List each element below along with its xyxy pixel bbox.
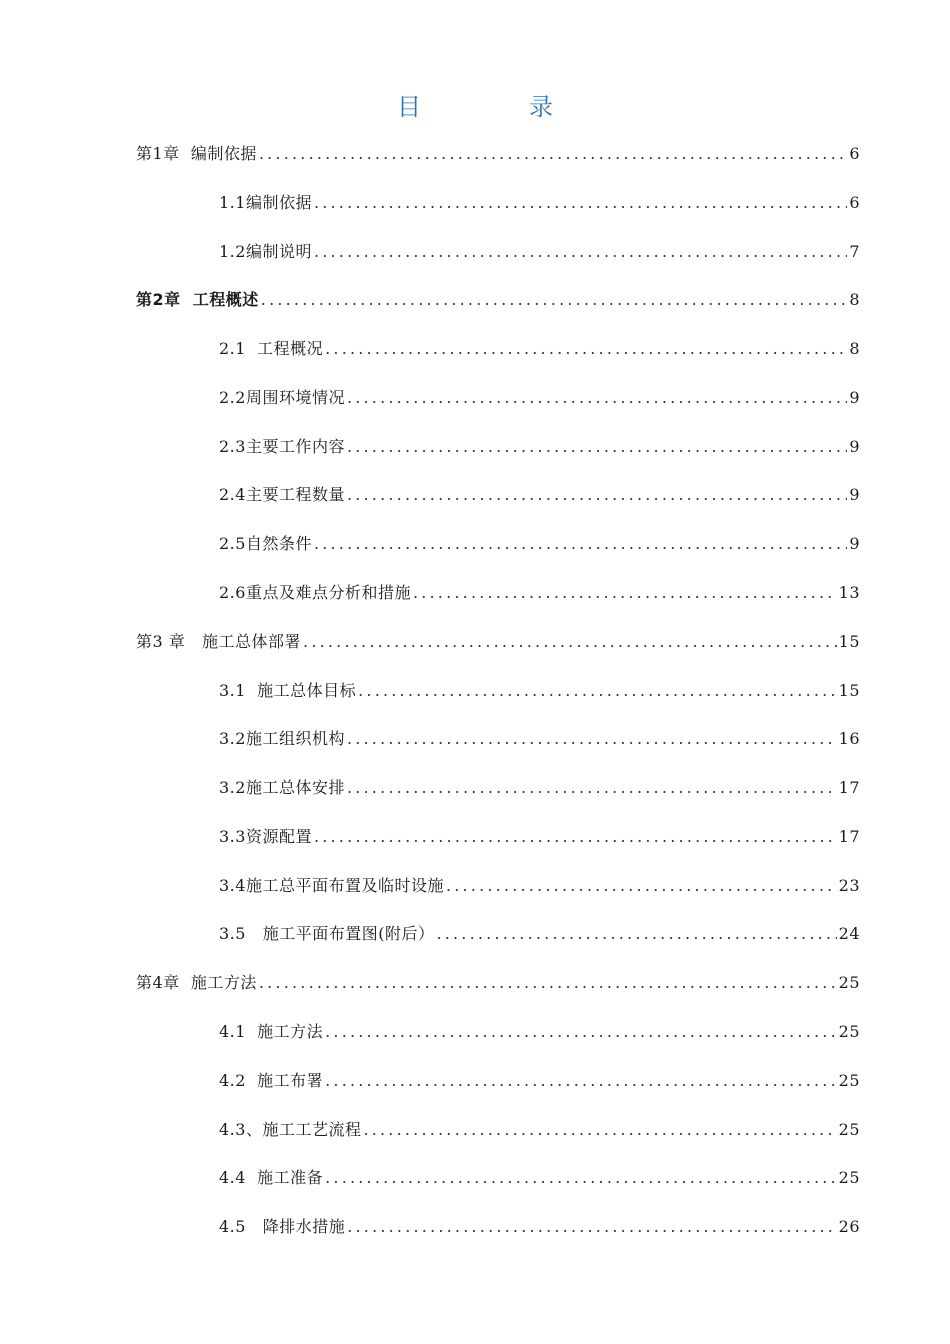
toc-page-number: 24 [838,924,860,943]
toc-page-number: 9 [849,534,860,553]
toc-entry-section-4-3[interactable] [219,1114,860,1146]
dot-leader [347,382,847,414]
toc-entry-section-2-6[interactable] [219,577,860,609]
toc-entry-text: 第3 章 施工总体部署 [136,632,302,651]
toc-entry-section-2-1[interactable] [219,333,860,365]
toc-entry-chapter-1[interactable] [136,138,860,170]
toc-entry-section-2-5[interactable] [219,528,860,560]
toc-entry-section-4-2[interactable] [219,1065,860,1097]
toc-title [0,90,950,124]
toc-page-number: 16 [838,729,860,748]
toc-page-number: 17 [838,827,860,846]
dot-leader [261,284,848,316]
toc-page-number: 25 [838,1120,860,1139]
toc-entry-text: 3.3资源配置 [219,827,312,846]
toc-page-number: 6 [849,193,860,212]
dot-leader [413,577,837,609]
toc-page-number: 26 [838,1217,860,1236]
toc-entry-text: 3.2施工总体安排 [219,778,345,797]
toc-entry-text: 2.2周围环境情况 [219,388,345,407]
toc-page-number: 25 [838,1071,860,1090]
dot-leader [446,870,837,902]
dot-leader [363,1114,836,1146]
dot-leader [325,1065,837,1097]
toc-page-number: 9 [849,437,860,456]
toc-page-number: 25 [838,973,860,992]
toc-entry-text: 2.4主要工程数量 [219,485,345,504]
dot-leader [347,431,847,463]
toc-entry-text: 2.3主要工作内容 [219,437,345,456]
toc-entry-text: 3.1 施工总体目标 [219,681,357,700]
toc-entry-chapter-2[interactable] [136,284,860,316]
toc-entry-section-2-3[interactable] [219,431,860,463]
toc-entry-text: 2.5自然条件 [219,534,312,553]
toc-page-number: 9 [849,388,860,407]
toc-entry-text: 4.1 施工方法 [219,1022,324,1041]
toc-entry-text: 1.2编制说明 [219,242,312,261]
dot-leader [259,138,847,170]
toc-entry-text: 4.3、施工工艺流程 [219,1120,362,1139]
toc-entry-section-3-5[interactable] [219,918,860,950]
toc-page-number: 25 [838,1168,860,1187]
toc-page-number: 17 [838,778,860,797]
toc-entry-text: 4.2 施工布署 [219,1071,324,1090]
toc-entry-section-4-5[interactable] [219,1211,860,1243]
toc-entry-section-3-2a[interactable] [219,723,860,755]
toc-page-number: 13 [838,583,860,602]
toc-page-number: 25 [838,1022,860,1041]
toc-page-number: 8 [849,339,860,358]
toc-entry-text: 1.1编制依据 [219,193,312,212]
toc-entry-text: 第2章 工程概述 [136,290,259,309]
dot-leader [347,479,847,511]
toc-page-number: 9 [849,485,860,504]
dot-leader [325,1162,837,1194]
toc-entry-section-1-1[interactable] [219,187,860,219]
dot-leader [314,236,847,268]
toc-page-number: 6 [849,144,860,163]
toc-entry-section-3-2b[interactable] [219,772,860,804]
toc-page-number: 15 [838,681,860,700]
dot-leader [314,528,847,560]
toc-page-number: 8 [849,290,860,309]
dot-leader [314,821,837,853]
dot-leader [259,967,837,999]
toc-entry-section-4-4[interactable] [219,1162,860,1194]
toc-entry-section-1-2[interactable] [219,236,860,268]
dot-leader [347,1211,836,1243]
toc-entry-text: 第1章 编制依据 [136,144,257,163]
toc-entry-text: 3.5 施工平面布置图(附后） [219,924,435,943]
dot-leader [358,675,837,707]
toc-entry-section-3-1[interactable] [219,675,860,707]
toc-entry-section-2-4[interactable] [219,479,860,511]
toc-entry-text: 4.5 降排水措施 [219,1217,346,1236]
toc-page-number: 7 [849,242,860,261]
dot-leader [347,723,837,755]
dot-leader [436,918,836,950]
dot-leader [314,187,847,219]
dot-leader [325,1016,837,1048]
toc-title-char-2: 录 [529,93,553,121]
toc-page-number: 23 [838,876,860,895]
toc-entry-text: 3.4施工总平面布置及临时设施 [219,876,444,895]
toc-title-char-1: 目 [397,93,421,121]
toc-entry-chapter-3[interactable] [136,626,860,658]
toc-entry-text: 2.6重点及难点分析和措施 [219,583,411,602]
toc-entry-section-3-3[interactable] [219,821,860,853]
toc-entry-section-2-2[interactable] [219,382,860,414]
toc-entry-text: 4.4 施工准备 [219,1168,324,1187]
toc-page-number: 15 [838,632,860,651]
dot-leader [347,772,837,804]
dot-leader [303,626,837,658]
toc-entry-text: 2.1 工程概况 [219,339,324,358]
dot-leader [325,333,847,365]
toc-entry-chapter-4[interactable] [136,967,860,999]
toc-entry-text: 第4章 施工方法 [136,973,257,992]
toc-entry-text: 3.2施工组织机构 [219,729,345,748]
toc-entry-section-4-1[interactable] [219,1016,860,1048]
toc-entry-section-3-4[interactable] [219,870,860,902]
